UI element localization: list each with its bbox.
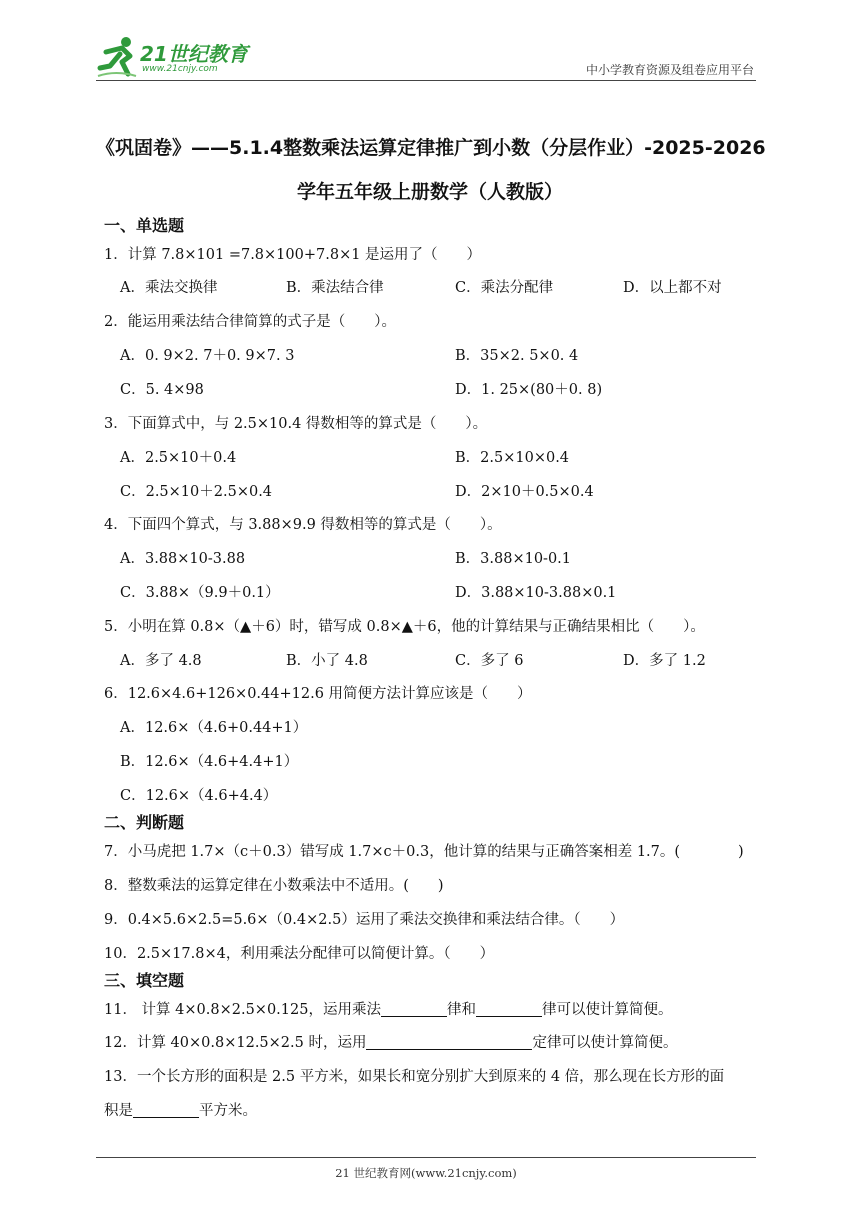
- question-5-option-d[interactable]: D．多了 1.2: [623, 653, 706, 669]
- question-3-option-c[interactable]: C．2.5×10＋2.5×0.4: [120, 484, 273, 500]
- section-heading-fill-blank: 三、填空题: [104, 971, 185, 990]
- question-6-option-a[interactable]: A．12.6×（4.6+0.44+1）: [120, 720, 308, 736]
- question-9-stem: 9．0.4×5.6×2.5=5.6×（0.4×2.5）运用了乘法交换律和乘法结合律。（ ）: [104, 912, 625, 928]
- question-1-option-a[interactable]: A．乘法交换律: [120, 280, 218, 296]
- question-4-stem: 4．下面四个算式，与 3.88×9.9 得数相等的算式是（ ）。: [104, 517, 502, 533]
- header-divider: [96, 80, 756, 81]
- question-3-option-d[interactable]: D．2×10＋0.5×0.4: [455, 484, 594, 500]
- question-2-option-d[interactable]: D．1. 25×(80＋0. 8): [455, 382, 603, 398]
- logo: [96, 34, 256, 80]
- question-13-text-post: 平方米。: [199, 1103, 257, 1119]
- question-3-stem: 3．下面算式中，与 2.5×10.4 得数相等的算式是（ ）。: [104, 416, 488, 432]
- question-2-stem: 2．能运用乘法结合律简算的式子是（ ）。: [104, 314, 396, 330]
- question-5-option-a[interactable]: A．多了 4.8: [120, 653, 202, 669]
- question-11-text-pre: 11． 计算 4×0.8×2.5×0.125，运用乘法: [104, 1002, 381, 1018]
- question-1-stem: 1．计算 7.8×101 =7.8×100+7.8×1 是运用了（ ）: [104, 247, 482, 263]
- question-12: [104, 1031, 677, 1052]
- logo-text: 21世纪教育: [140, 42, 248, 66]
- answer-blank[interactable]: [381, 1001, 447, 1017]
- logo-url: www.21cnjy.com: [142, 64, 218, 74]
- question-6-option-b[interactable]: B．12.6×（4.6+4.4+1）: [120, 754, 299, 770]
- question-2-option-a[interactable]: A．0. 9×2. 7＋0. 9×7. 3: [120, 348, 295, 364]
- question-2-option-c[interactable]: C．5. 4×98: [120, 382, 204, 398]
- answer-blank[interactable]: [133, 1102, 199, 1118]
- question-2-option-b[interactable]: B．35×2. 5×0. 4: [455, 348, 579, 364]
- footer-divider: [96, 1157, 756, 1158]
- page-title-line-1: 《巩固卷》——5.1.4整数乘法运算定律推广到小数（分层作业）-2025-2026: [96, 137, 766, 159]
- question-6-stem: 6．12.6×4.6+126×0.44+12.6 用简便方法计算应该是（ ）: [104, 686, 532, 702]
- question-12-text-pre: 12．计算 40×0.8×12.5×2.5 时，运用: [104, 1035, 367, 1051]
- question-8-stem: 8．整数乘法的运算定律在小数乘法中不适用。( ): [104, 878, 444, 894]
- question-4-option-a[interactable]: A．3.88×10-3.88: [120, 551, 246, 567]
- question-11: [104, 998, 672, 1019]
- question-1-option-c[interactable]: C．乘法分配律: [455, 280, 554, 296]
- runner-logo-icon: [96, 34, 140, 80]
- question-7-stem: 7．小马虎把 1.7×（c＋0.3）错写成 1.7×c＋0.3，他计算的结果与正确答案相差 1.7。( ): [104, 844, 744, 860]
- question-12-text-post: 定律可以使计算简便。: [532, 1035, 678, 1051]
- question-3-option-a[interactable]: A．2.5×10＋0.4: [120, 450, 237, 466]
- question-1-option-d[interactable]: D．以上都不对: [623, 280, 722, 296]
- question-13-line-2: [104, 1099, 257, 1120]
- page-title-line-2: 学年五年级上册数学（人教版）: [296, 181, 563, 203]
- question-4-option-c[interactable]: C．3.88×（9.9＋0.1）: [120, 585, 280, 601]
- question-4-option-d[interactable]: D．3.88×10-3.88×0.1: [455, 585, 617, 601]
- page-header: [96, 28, 756, 82]
- question-13-text-pre: 积是: [104, 1103, 133, 1119]
- footer-text[interactable]: 21 世纪教育网(www.21cnjy.com): [335, 1166, 517, 1180]
- answer-blank[interactable]: [366, 1034, 532, 1050]
- question-6-option-c[interactable]: C．12.6×（4.6+4.4）: [120, 788, 278, 804]
- section-heading-true-false: 二、判断题: [104, 813, 185, 832]
- question-11-text-post: 律可以使计算简便。: [541, 1002, 673, 1018]
- question-5-stem: 5．小明在算 0.8×（▲＋6）时，错写成 0.8×▲＋6，他的计算结果与正确结果相比（ ）。: [104, 619, 705, 635]
- answer-blank[interactable]: [476, 1001, 542, 1017]
- platform-label: 中小学教育资源及组卷应用平台: [585, 63, 754, 77]
- question-1-option-b[interactable]: B．乘法结合律: [286, 280, 384, 296]
- question-5-option-b[interactable]: B．小了 4.8: [286, 653, 368, 669]
- question-10-stem: 10．2.5×17.8×4，利用乘法分配律可以简便计算。（ ）: [104, 946, 495, 962]
- section-heading-single-choice: 一、单选题: [104, 216, 185, 235]
- question-4-option-b[interactable]: B．3.88×10-0.1: [455, 551, 571, 567]
- question-5-option-c[interactable]: C．多了 6: [455, 653, 524, 669]
- question-11-text-mid: 律和: [446, 1002, 476, 1018]
- question-13-line-1: 13．一个长方形的面积是 2.5 平方米，如果长和宽分别扩大到原来的 4 倍，那么现在长方形的面: [104, 1069, 725, 1085]
- question-3-option-b[interactable]: B．2.5×10×0.4: [455, 450, 570, 466]
